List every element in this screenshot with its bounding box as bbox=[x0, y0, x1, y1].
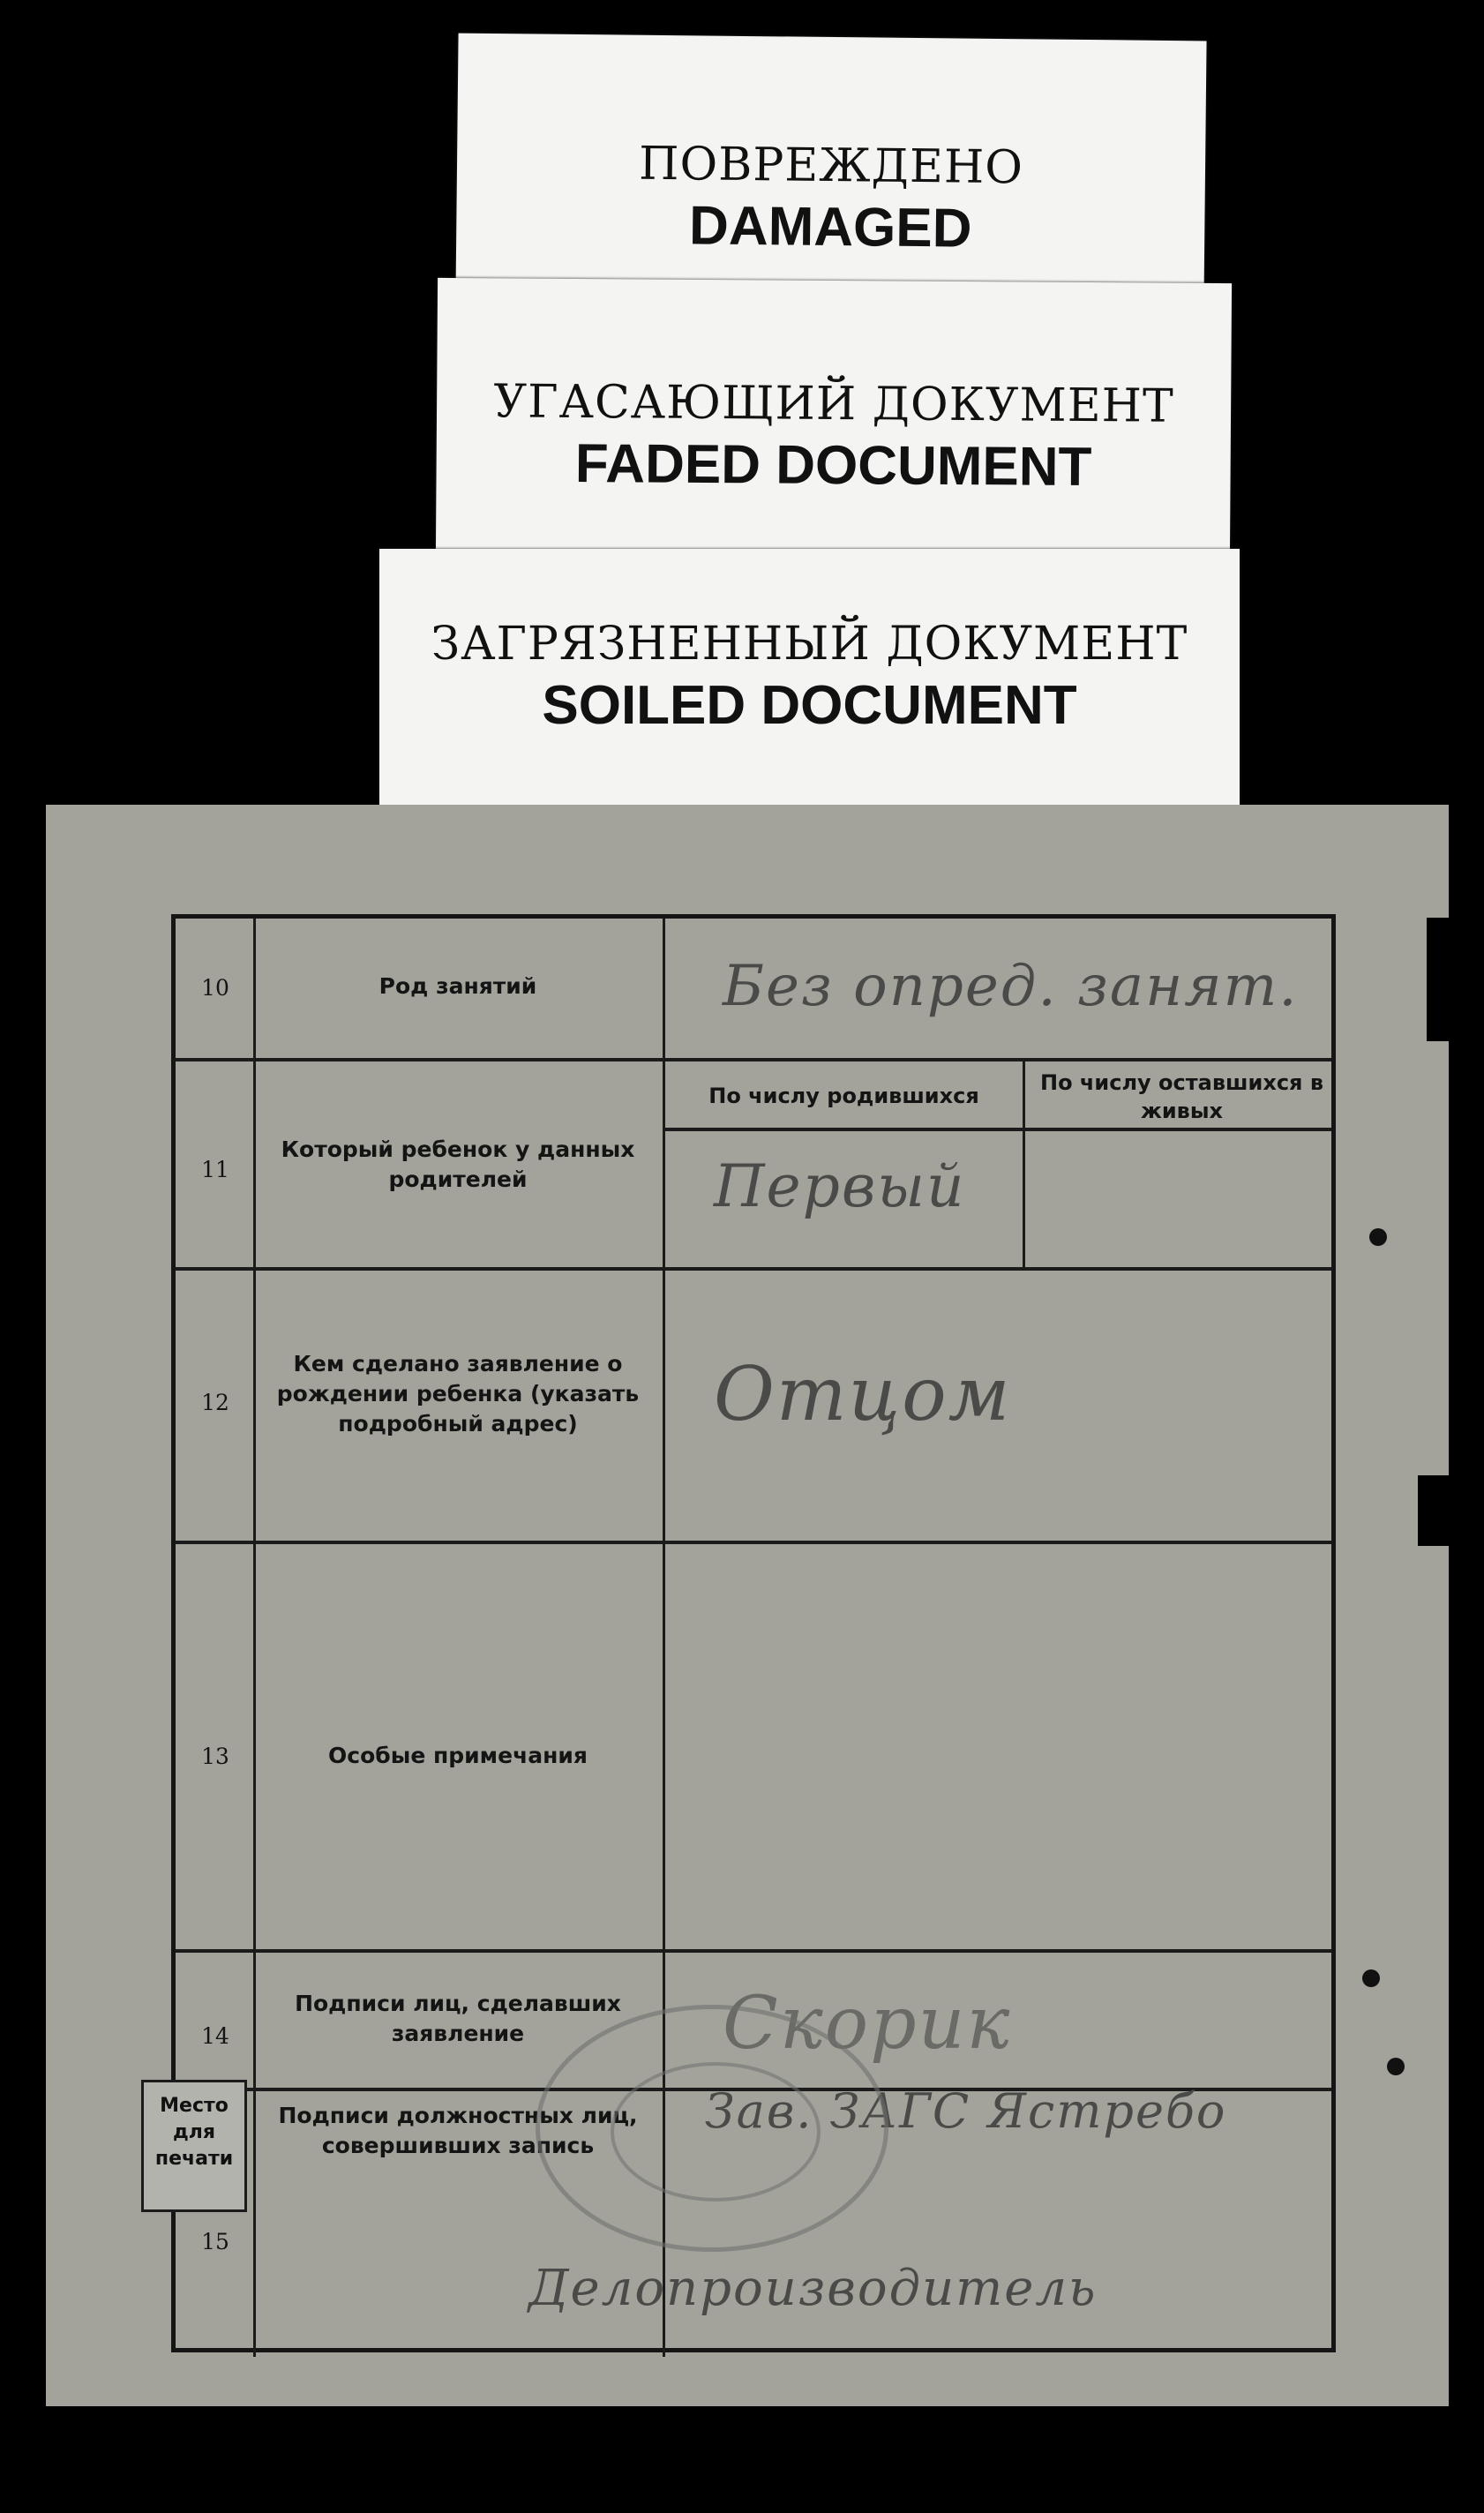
row-label: Род занятий bbox=[378, 973, 537, 999]
grid-line bbox=[176, 1267, 1331, 1271]
row-number: 15 bbox=[201, 2229, 229, 2254]
row-label: Подписи лиц, сделавших заявление bbox=[295, 1991, 621, 2046]
handwritten-clerk-signature: Делопроизводитель bbox=[528, 2260, 1098, 2317]
punch-hole bbox=[1362, 1969, 1380, 1987]
card-en-text: FADED DOCUMENT bbox=[574, 432, 1092, 499]
grid-line bbox=[1023, 1060, 1025, 1267]
stamp-place-box bbox=[141, 2080, 247, 2212]
stamp-place-label: Место для печати bbox=[154, 2095, 234, 2170]
row-label: Особые примечания bbox=[328, 1743, 588, 1768]
card-ru-text: УГАСАЮЩИЙ ДОКУМЕНТ bbox=[493, 375, 1174, 433]
card-en-text: DAMAGED bbox=[688, 195, 972, 259]
card-ru-text: ПОВРЕЖДЕНО bbox=[638, 137, 1024, 195]
punch-hole bbox=[1387, 2058, 1405, 2075]
handwritten-declarant: Отцом bbox=[714, 1351, 1012, 1437]
handwritten-child-order: Первый bbox=[714, 1152, 966, 1220]
edge-tear bbox=[1418, 1475, 1449, 1546]
row-label: Подписи должностных лиц, совершивших запись bbox=[278, 2103, 638, 2158]
grid-line bbox=[176, 1949, 1331, 1953]
row-number: 13 bbox=[201, 1744, 229, 1769]
handwritten-official-signature: Зав. ЗАГС Ястребо bbox=[705, 2083, 1227, 2139]
grid-line bbox=[176, 1541, 1331, 1544]
damaged-label-card bbox=[455, 34, 1206, 306]
row-number: 12 bbox=[201, 1390, 229, 1415]
grid-line bbox=[663, 1128, 1331, 1131]
grid-line bbox=[176, 1058, 1331, 1061]
row-number: 11 bbox=[201, 1157, 229, 1182]
row-label: Который ребенок у данных родителей bbox=[281, 1136, 635, 1192]
document-sheet bbox=[46, 805, 1449, 2406]
punch-hole bbox=[1369, 1228, 1387, 1246]
card-ru-text: ЗАГРЯЗНЕННЫЙ ДОКУМЕНТ bbox=[431, 618, 1188, 671]
faded-label-card bbox=[436, 278, 1232, 561]
soiled-label-card bbox=[379, 549, 1240, 805]
handwritten-declarant-signature: Скорик bbox=[723, 1982, 1012, 2066]
column-header-born: По числу родившихся bbox=[708, 1084, 979, 1108]
grid-line bbox=[253, 919, 256, 2357]
column-header-alive: По числу оставшихся в живых bbox=[1040, 1070, 1323, 1123]
handwritten-occupation: Без опред. занят. bbox=[723, 954, 1299, 1019]
row-number: 10 bbox=[201, 975, 229, 1001]
row-label: Кем сделано заявление о рождении ребенка (указать подробный адрес) bbox=[276, 1351, 640, 1437]
official-seal-inner-ring bbox=[611, 2062, 821, 2202]
row-number: 14 bbox=[201, 2023, 229, 2049]
card-en-text: SOILED DOCUMENT bbox=[542, 675, 1077, 736]
edge-tear bbox=[1427, 918, 1449, 1041]
